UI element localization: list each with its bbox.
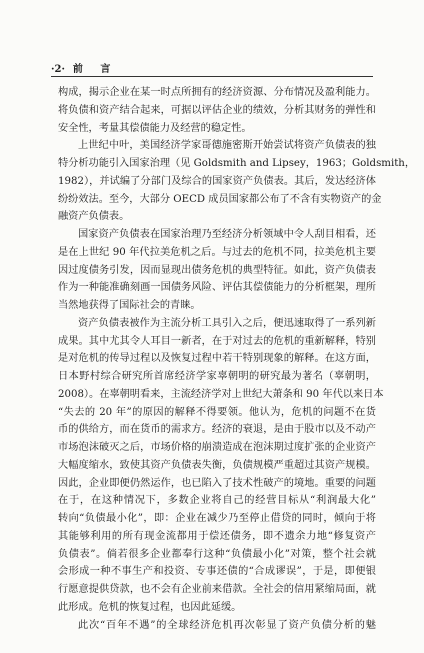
text-line: 因过度债务引发，因而显现出债务危机的典型特征。如此，资产负债表 — [58, 264, 376, 276]
running-title: 前 言 — [72, 64, 118, 75]
text-line: 币的供给方，而在货币的需求方。经济的衰退，是由于股市以及不动产 — [58, 424, 376, 436]
text-line: “失去的 20 年”的原因的解释不得要领。他认为，危机的问题不在货 — [58, 406, 376, 418]
text-line: 转向“负债最小化”，即：企业在减少乃至停止借贷的同时，倾向于将 — [58, 513, 376, 524]
text-line: 负债表”。倘若很多企业都奉行这种“负债最小化”对策，整个社会就 — [58, 548, 376, 560]
text-line: 当然地获得了国际社会的青睐。 — [58, 300, 201, 311]
text-line: 融资产负债表。 — [58, 211, 130, 223]
page-header — [51, 60, 373, 75]
text-line: 在于，在这种情况下，多数企业将自己的经营目标从“利润最大化” — [58, 495, 376, 507]
text-line: 纷纷效法。至今，大部分 OECD 成员国家都公布了不含有实物资产的金 — [58, 193, 382, 205]
body-text — [58, 84, 416, 634]
text-line: 行愿意提供贷款，也不会有企业前来借款。全社会的信用紧缩局面，就 — [58, 584, 376, 595]
text-line: 市场泡沫破灭之后，市场价格的崩溃造成在泡沫期过度扩张的企业资产 — [58, 442, 376, 453]
text-line: 因此，企业即便仍然运作，也已陷入了技术性破产的境地。重要的问题 — [58, 477, 376, 489]
text-line: 其能够利用的所有现金流都用于偿还债务，即不遗余力地“修复资产 — [58, 530, 376, 542]
text-line: 2008）。在辜朝明看来，主流经济学对上世纪大萧条和 90 年代以来日本 — [58, 388, 384, 400]
text-line: 1982），并试编了分部门及综合的国家资产负债表。其后，发达经济体 — [58, 175, 376, 187]
text-line: 上世纪中叶，美国经济学家哥德施密斯开始尝试将资产负债表的独 — [78, 140, 376, 152]
text-line: 日本野村综合研究所首席经济学家辜朝明的研究最为著名（辜朝明， — [58, 371, 376, 382]
text-line: 大幅度缩水，致使其资产负债表失衡，负债规模严重超过其资产规模。 — [58, 459, 376, 471]
header-rule — [51, 76, 373, 77]
text-line: 将负债和资产结合起来，可据以评估企业的绩效，分析其财务的弹性和 — [58, 104, 376, 116]
text-line: 资产负债表被作为主流分析工具引入之后，便迅速取得了一系列新 — [78, 317, 376, 329]
text-line: 此形成。危机的恢复过程，也因此延缓。 — [58, 601, 242, 613]
text-line: 是对危机的传导过程以及恢复过程中若干特别现象的解释。在这方面， — [58, 353, 376, 365]
text-line: 成果。其中尤其令人耳目一新者，在于对过去的危机的重新解释，特别 — [58, 335, 376, 347]
text-line: 特分析功能引入国家治理（见 Goldsmith and Lipsey，1963；Goldsmith， — [58, 158, 416, 169]
text-line: 是在上世纪 90 年代拉美危机之后。与过去的危机不同，拉美危机主要 — [58, 246, 376, 258]
text-line: 此次“百年不遇”的全球经济危机再次彰显了资产负债分析的魅 — [78, 619, 376, 631]
text-line: 会形成一种不事生产和投资、专事还债的“合成谬误”，于是，即便银 — [58, 566, 376, 578]
page-number: ·2· — [51, 64, 65, 75]
text-line: 构成，揭示企业在某一时点所拥有的经济资源、分布情况及盈利能力。 — [58, 87, 376, 98]
text-line: 作为一种能准确刻画一国债务风险、评估其偿债能力的分析框架，理所 — [58, 282, 376, 294]
text-line: 安全性，考量其偿债能力及经营的稳定性。 — [58, 122, 252, 134]
text-line: 国家资产负债表在国家治理乃至经济分析领域中令人刮目相看，还 — [78, 229, 376, 240]
